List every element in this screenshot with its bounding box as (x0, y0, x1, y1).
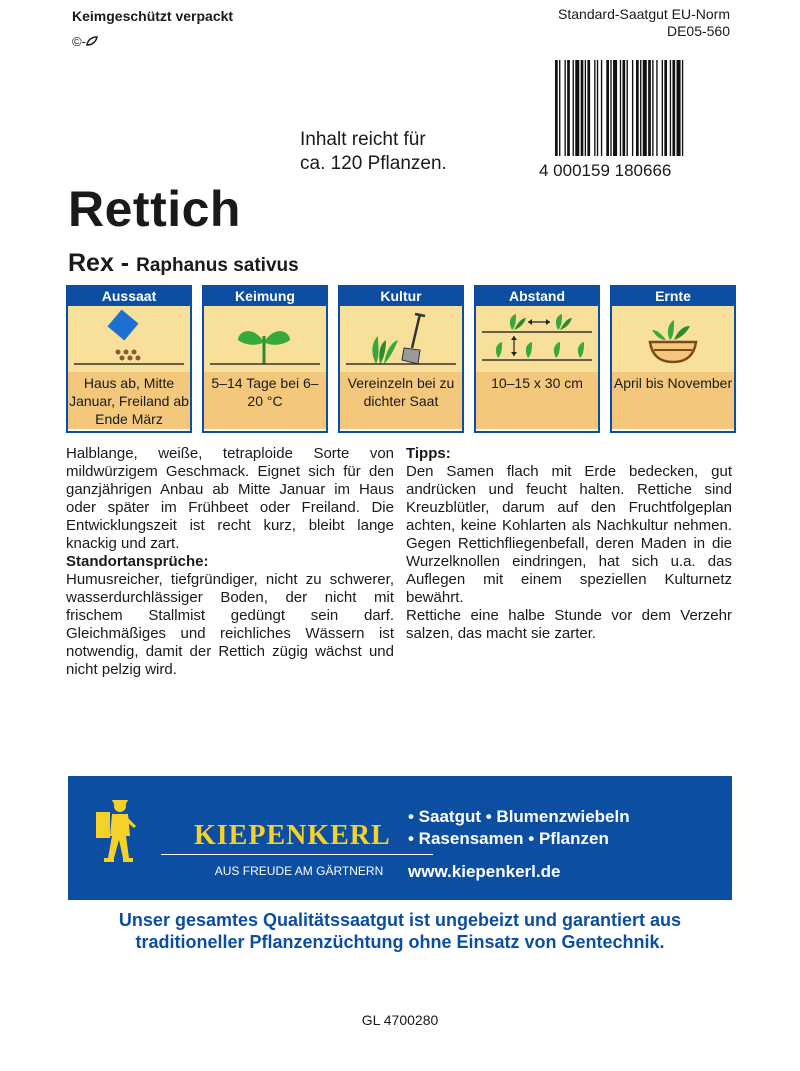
harvest-bowl-icon (612, 306, 734, 372)
content-note: Inhalt reicht für ca. 120 Pflanzen. (300, 129, 447, 174)
barcode-bar (581, 60, 584, 156)
leaf-icon (86, 36, 98, 46)
card-title: Ernte (612, 287, 734, 306)
barcode-bar (606, 60, 609, 156)
card-aussaat (66, 285, 192, 433)
barcode-bar (587, 60, 590, 156)
barcode-bar (648, 60, 651, 156)
latin-name: Raphanus sativus (136, 255, 299, 276)
tips-column (406, 445, 732, 643)
barcode-bar (640, 60, 641, 156)
cultivation-cards (66, 285, 732, 431)
sprout-icon (204, 306, 326, 372)
barcode-bar (620, 60, 621, 156)
barcode-bar (656, 60, 657, 156)
quality-note: Unser gesamtes Qualitätssaatgut ist ungebeizt und garantiert aus traditioneller Pflanzenzüchtung ohne Einsatz von Gentechnik. (118, 910, 682, 952)
brand-banner (68, 776, 732, 900)
barcode-bar (585, 60, 586, 156)
standard-label: Standard-Saatgut EU-Norm (558, 6, 730, 22)
barcode-bar (652, 60, 653, 156)
card-text: Haus ab, Mitte Januar, Freiland ab Ende März (68, 372, 190, 429)
card-keimung (202, 285, 328, 433)
website-link[interactable]: www.kiepenkerl.de (408, 862, 561, 881)
spacing-icon (476, 306, 598, 372)
barcode-bar (662, 60, 663, 156)
product-range: • Saatgut • Blumenzwiebeln • Rasensamen • Pflanzen (408, 807, 630, 848)
barcode-bar (670, 60, 671, 156)
description-column (66, 445, 394, 679)
barcode-bar (575, 60, 579, 156)
product-subtitle (68, 249, 299, 278)
barcode-bar (664, 60, 667, 156)
card-abstand (474, 285, 600, 433)
standard-code: DE05-560 (666, 23, 730, 39)
packaging-note: Keimgeschützt verpackt (72, 8, 234, 24)
card-text: 5–14 Tage bei 6–20 °C (204, 372, 326, 429)
barcode-bar (601, 60, 602, 156)
product-title: Rettich (68, 181, 241, 237)
barcode-bar (555, 60, 558, 156)
card-text: 10–15 x 30 cm (476, 372, 598, 429)
barcode-bar (677, 60, 681, 156)
location-heading: Standortansprüche: (66, 553, 209, 570)
barcode-bar (564, 60, 565, 156)
barcode-bar (623, 60, 626, 156)
card-title: Aussaat (68, 287, 190, 306)
card-title: Kultur (340, 287, 462, 306)
variety-name: Rex - (68, 249, 130, 277)
barcode-bar (594, 60, 595, 156)
footer-code: GL 4700280 (361, 1012, 439, 1028)
barcode-bar (627, 60, 628, 156)
card-title: Abstand (476, 287, 598, 306)
barcode-bar (559, 60, 560, 156)
divider (161, 854, 433, 855)
barcode-bar (636, 60, 639, 156)
barcode-bar (682, 60, 683, 156)
card-ernte (610, 285, 736, 433)
barcode (539, 60, 725, 180)
tips-text-salt: Rettiche eine halbe Stunde vor dem Verzehr salzen, das macht sie zarter. (406, 607, 732, 642)
spade-icon (340, 306, 462, 372)
barcode-bar (613, 60, 617, 156)
card-kultur (338, 285, 464, 433)
standard-info (558, 6, 730, 40)
brand-slogan: AUS FREUDE AM GÄRTNERN (214, 864, 384, 878)
card-title: Keimung (204, 287, 326, 306)
barcode-bar (643, 60, 647, 156)
tips-text: Den Samen flach mit Erde bedecken, gut andrücken und feucht halten. Rettiche sind Kreuzblütler, darum auf den Fruchtfolgeplan achten, keine Kohlarten als Nachkultur nehmen. Gegen Rettichfliegenbefall, deren Maden in die Wurzelknollen eindringen, hat sich u.a. das Auflegen mit einem speziellen Kulturnetz bewährt. (406, 463, 732, 606)
tips-heading: Tipps: (406, 445, 451, 462)
barcode-bar (567, 60, 570, 156)
card-text: April bis November (612, 372, 734, 429)
location-text: Humusreicher, tiefgründiger, nicht zu schwerer, wasserdurchlässiger Boden, der nicht mit frischem Stallmist gedüngt sein darf. Gleichmäßiges und reichliches Wässern ist notwendig, damit der Rettich zügig wächst und nicht pelzig wird. (66, 571, 394, 678)
barcode-bar (610, 60, 611, 156)
barcode-number: 4 000159 180666 (539, 161, 672, 180)
intro-text: Halblange, weiße, tetraploide Sorte von mildwürzigem Geschmack. Eignet sich für den ganzjährigen Anbau ab Mitte Januar im Haus oder später im Frühbeet oder Freiland. Die Entwicklungszeit ist recht kurz, bleibt lange knackig und zart. (66, 445, 394, 552)
card-text: Vereinzeln bei zu dichter Saat (340, 372, 462, 429)
barcode-bar (597, 60, 598, 156)
barcode-bar (672, 60, 675, 156)
kiepenkerl-figure-icon (90, 796, 140, 866)
copyright-mark: ©- (72, 34, 98, 49)
barcode-bar (632, 60, 633, 156)
seed-packet-icon (68, 306, 190, 372)
barcode-bar (573, 60, 574, 156)
brand-name: KIEPENKERL (194, 820, 391, 851)
